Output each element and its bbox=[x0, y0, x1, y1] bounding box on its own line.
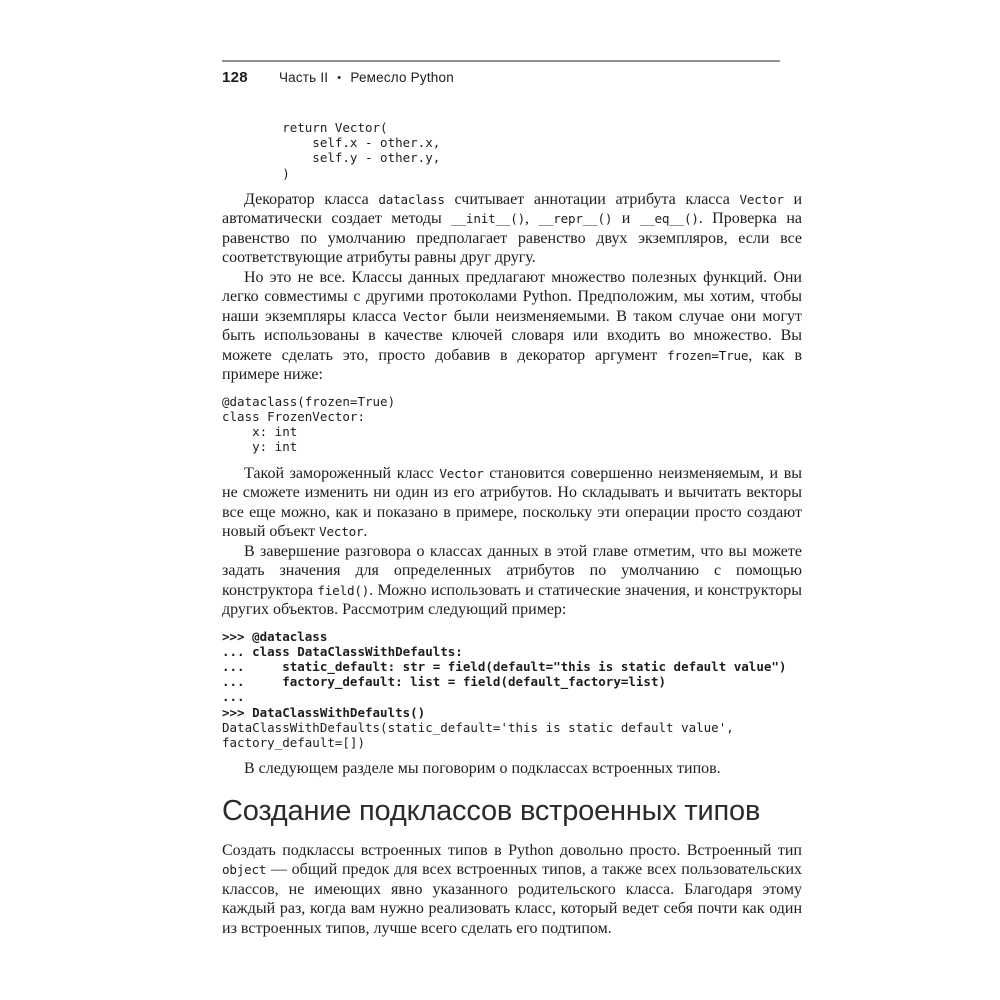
text-run: — общий предок для всех встроенных типов, а также всех пользовательских классов, не имеющих явно указанного родительского класса. Благодаря этому каждый раз, когда вам нужно реализовать класс, который ведет себя почти как один из встроенных типов, лучше всего сделать его подтипом. bbox=[222, 861, 802, 937]
code-line: class FrozenVector: bbox=[222, 409, 365, 425]
inline-code: Vector bbox=[402, 308, 448, 324]
code-input-line: ... bbox=[222, 689, 245, 705]
body-paragraph bbox=[222, 268, 802, 385]
page-number: 128 bbox=[222, 69, 248, 86]
code-line: return Vector( bbox=[222, 120, 388, 135]
inline-code: __eq__() bbox=[639, 211, 699, 227]
code-line: DataClassWithDefaults(static_default='this is static default value', bbox=[222, 719, 734, 735]
code-line: self.x - other.x, bbox=[222, 135, 441, 151]
body-paragraph bbox=[222, 841, 802, 939]
page-header bbox=[222, 60, 802, 86]
code-input-line: ... static_default: str = field(default="this is static default value") bbox=[222, 659, 787, 675]
text-run: Создать подклассы встроенных типов в Python довольно просто. Встроенный тип bbox=[222, 841, 802, 859]
text-run: В следующем разделе мы поговорим о подклассах встроенных типов. bbox=[244, 760, 721, 778]
text-run: считывает аннотации атрибута класса bbox=[444, 190, 740, 208]
text-run: В завершение разговора о классах данных в этой главе отметим, что вы можете задать значения для определенных атрибутов по умолчанию с помощью конструктора bbox=[222, 542, 802, 599]
code-line: y: int bbox=[222, 439, 298, 455]
body-paragraph bbox=[222, 542, 802, 620]
book-title: Ремесло Python bbox=[350, 70, 454, 85]
body-paragraph bbox=[222, 464, 802, 542]
text-run: и bbox=[612, 210, 640, 228]
running-head bbox=[279, 70, 454, 85]
inline-code: dataclass bbox=[378, 191, 445, 207]
inline-code: Vector bbox=[439, 465, 484, 481]
inline-code: field() bbox=[317, 582, 370, 598]
page-content bbox=[222, 86, 802, 938]
code-input-line: >>> @dataclass bbox=[222, 628, 328, 644]
code-input-line: ... factory_default: list = field(default_factory=list) bbox=[222, 674, 667, 690]
text-run: и автоматически создает методы bbox=[222, 190, 803, 228]
inline-code: Vector bbox=[319, 524, 364, 540]
inline-code: Vector bbox=[739, 191, 784, 207]
inline-code: object bbox=[222, 862, 267, 878]
inline-code: __init__() bbox=[451, 211, 525, 227]
text-run: были неизменяемыми. В таком случае они могут быть использованы в качестве ключей словаря или входить во множество. Вы можете сделать это, просто добавив в декоратор аргумент bbox=[222, 307, 802, 364]
inline-code: frozen=True bbox=[667, 347, 749, 363]
body-paragraph bbox=[222, 759, 802, 779]
code-input-line: >>> DataClassWithDefaults() bbox=[222, 704, 426, 720]
inline-code: __repr__() bbox=[538, 211, 613, 227]
section-heading: Создание подклассов встроенных типов bbox=[222, 794, 761, 827]
running-header bbox=[222, 62, 802, 86]
body-paragraph bbox=[222, 190, 802, 268]
bullet-separator: • bbox=[337, 72, 342, 84]
text-run: . bbox=[363, 523, 368, 541]
text-run: . Можно использовать и статические значения, и конструкторы других объектов. Рассмотрим следующий пример: bbox=[222, 581, 802, 619]
text-run: . Проверка на равенство по умолчанию предполагает равенство двух экземпляров, если все соответствующие атрибуты равны друг другу. bbox=[222, 210, 803, 267]
text-run: , как в примере ниже: bbox=[222, 346, 802, 384]
text-run: , bbox=[525, 210, 539, 228]
text-run: Такой замороженный класс bbox=[244, 464, 440, 482]
code-block bbox=[222, 120, 802, 181]
code-line: @dataclass(frozen=True) bbox=[222, 393, 396, 409]
text-run: становится совершенно неизменяемым, и вы не сможете изменить ни один из его атрибутов. Но складывать и вычитать векторы все еще можно, как и показано в примере, поскольку эти операции просто создают новый объект bbox=[222, 464, 802, 541]
code-block bbox=[222, 629, 802, 751]
text-run: Декоратор класса bbox=[244, 190, 379, 208]
text-run: Но это не все. Классы данных предлагают множество полезных функций. Они легко совместимы с другими протоколами Python. Предположим, мы хотим, чтобы наши экземпляры класса bbox=[222, 268, 802, 325]
code-line: self.y - other.y, bbox=[222, 150, 441, 166]
code-input-line: ... class DataClassWithDefaults: bbox=[222, 643, 463, 659]
code-block bbox=[222, 394, 802, 455]
code-line: x: int bbox=[222, 424, 298, 440]
part-label: Часть II bbox=[278, 70, 329, 85]
code-line: ) bbox=[222, 165, 290, 181]
code-line: factory_default=[]) bbox=[222, 735, 365, 751]
